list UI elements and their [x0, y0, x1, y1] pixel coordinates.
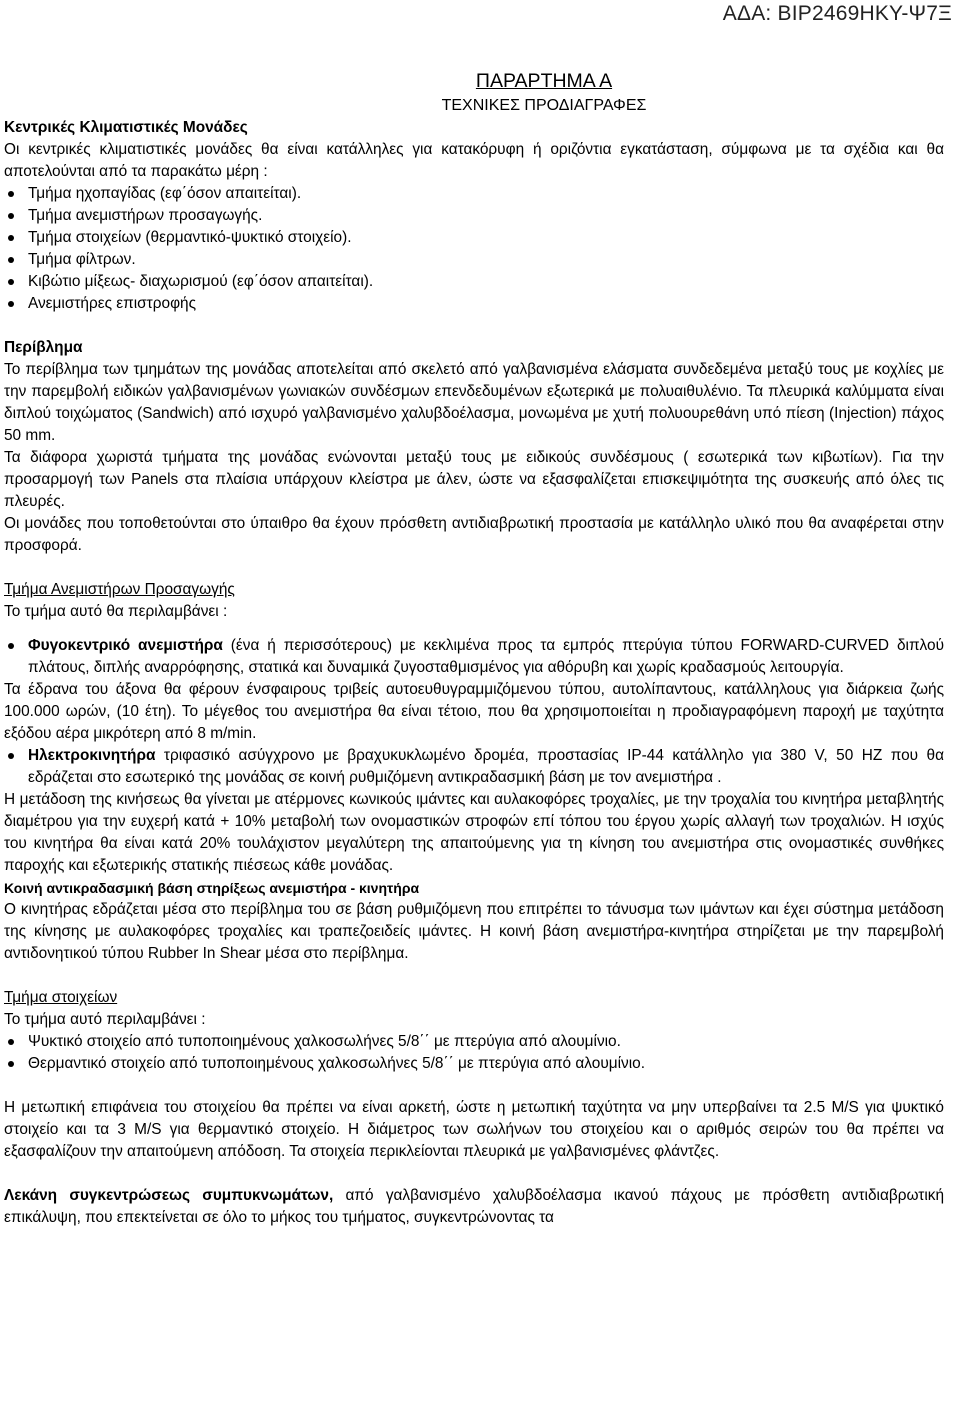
list-item: Τμήμα ανεμιστήρων προσαγωγής.: [4, 205, 944, 227]
section-intro-coils: Το τμήμα αυτό περιλαμβάνει :: [4, 1011, 206, 1028]
section-heading-fans: Τμήμα Ανεμιστήρων Προσαγωγής: [4, 581, 235, 598]
section-intro-fans: Το τμήμα αυτό θα περιλαμβάνει :: [4, 603, 228, 620]
paragraph-text: από γαλβανισμένο χαλυβδοέλασμα ικανού πάχους με πρόσθετη αντιδιαβρωτική επικάλυψη, που επεκτείνεται σε όλο το μήκος του τμήματος, συγκεντρώνοντας τα: [4, 1187, 944, 1226]
document-body: [4, 68, 944, 1229]
paragraph: Οι μονάδες που τοποθετούνται στο ύπαιθρο θα έχουν πρόσθετη αντιδιαβρωτική προστασία με κατάλληλο υλικό που θα αναφέρεται στην προσφορά.: [4, 515, 944, 554]
section-heading-enclosure: Περίβλημα: [4, 339, 83, 356]
list-item: Κιβώτιο μίξεως- διαχωρισμού (εφ΄όσον απαιτείται).: [4, 271, 944, 293]
list-item: Τμήμα φίλτρων.: [4, 249, 944, 271]
section-heading-coils: Τμήμα στοιχείων: [4, 989, 118, 1006]
list-item: [4, 635, 944, 679]
list-item: [4, 745, 944, 789]
list-item-text: τριφασικό ασύγχρονο με βραχυκυκλωμένο δρομέα, προστασίας IP-44 κατάλληλο για 380 V, 50 HZ που θα εδράζεται στο εσωτερικό της μονάδας σε κοινή ρυθμιζόμενη αντικραδασμική βάση με τον ανεμιστήρα .: [28, 747, 944, 786]
paragraph: Τα διάφορα χωριστά τμήματα της μονάδας ενώνονται μεταξύ τους με ειδικούς συνδέσμους ( εσωτερικά των κιβωτίων). Για την προσαρμογή των Panels στα πλαίσια υπάρχουν κλείστρα με άλεν, ώστε να εξασφαλίζεται επισκεψιμότητα της συσκευής από όλες τις πλευρές.: [4, 449, 944, 510]
list-item-term: Φυγοκεντρικό ανεμιστήρα: [28, 637, 223, 654]
fan-list-2: [4, 745, 944, 789]
paragraph: Η μετάδοση της κινήσεως θα γίνεται με ατέρμονες κωνικούς ιμάντες και αυλακοφόρες τροχαλίες, με την τροχαλία του κινητήρα μεταβλητής διαμέτρου για την ευχερή κατά + 10% μεταβολή των ονομαστικών στροφών επί τόπου του έργου χωρίς αλλαγή των τροχαλιών. Η ισχύς του κινητήρα θα είναι κατά 20% τουλάχιστον μεγαλύτερη της απαιτούμενης για τη κίνηση του ανεμιστήρα στις ονομαστικές συνθήκες παροχής και εξωτερικής στατικής πιέσεως κάθε μονάδας.: [4, 791, 944, 874]
fan-list-1: [4, 635, 944, 679]
paragraph: Η μετωπική επιφάνεια του στοιχείου θα πρέπει να είναι αρκετή, ώστε η μετωπική ταχύτητα να μην υπερβαίνει τα 2.5 M/S για ψυκτικό στοιχείο και τα 3 M/S για θερμαντικό στοιχείο. Η διάμετρος των σωλήνων του στοιχείου και ο αριθμός σειρών του θα πρέπει να εξασφαλίζουν την απαιτούμενη απόδοση. Τα στοιχεία περικλείονται πλευρικά με γαλβανισμένες φλάντζες.: [4, 1099, 944, 1160]
paragraph-term: Λεκάνη συγκεντρώσεως συμπυκνωμάτων,: [4, 1187, 334, 1204]
paragraph: Ο κινητήρας εδράζεται μέσα στο περίβλημα του σε βάση ρυθμιζόμενη που επιτρέπει το τάνυσμα των ιμάντων και έχει σύστημα μετάδοση της κίνησης με αυλακοφόρες τροχαλίες και τραπεζοειδείς ιμάντες. Η κοινή βάση ανεμιστήρα-κινητήρα στηρίζεται με την παρεμβολή αντιδονητικού τύπου Rubber In Shear μέσα στο περίβλημα.: [4, 901, 944, 962]
annex-title: ΠΑΡΑΡΤΗΜΑ Α: [475, 70, 613, 92]
annex-subtitle: ΤΕΧΝΙΚΕΣ ΠΡΟΔΙΑΓΡΑΦΕΣ: [441, 97, 647, 114]
list-item: Ανεμιστήρες επιστροφής: [4, 293, 944, 315]
list-item-term: Ηλεκτροκινητήρα: [28, 747, 156, 764]
list-item: Θερμαντικό στοιχείο από τυποποιημένους χαλκοσωλήνες 5/8΄΄ με πτερύγια από αλουμίνιο.: [4, 1053, 944, 1075]
components-list: [4, 183, 944, 315]
section-heading-base: Κοινή αντικραδασμική βάση στηρίξεως ανεμιστήρα - κινητήρα: [4, 880, 420, 896]
section-heading-ahu: Κεντρικές Κλιματιστικές Μονάδες: [4, 119, 248, 136]
list-item: Ψυκτικό στοιχείο από τυποποιημένους χαλκοσωλήνες 5/8΄΄ με πτερύγια από αλουμίνιο.: [4, 1031, 944, 1053]
paragraph: Το περίβλημα των τμημάτων της μονάδας αποτελείται από σκελετό από γαλβανισμένα ελάσματα συνδεδεμένα μεταξύ τους με κοχλίες με την παρεμβολή ειδικών γαλβανισμένων γωνιακών συνδέσμων επενδεδυμένων εξωτερικά με πολυαιθυλένιο. Τα πλευρικά καλύμματα είναι διπλού τοιχώματος (Sandwich) από ισχυρό γαλβανισμένο χαλυβδοέλασμα, μονωμένα με χυτή πολυουρεθάνη υπό πίεση (Injection) πάχος 50 mm.: [4, 361, 944, 444]
list-item-text: (ένα ή περισσότερους) με κεκλιμένα προς τα εμπρός πτερύγια τύπου FORWARD-CURVED διπλού πλάτους, διπλής αναρρόφησης, στατικά και δυναμικά ζυγοσταθμισμένος για αθόρυβη και χωρίς κραδασμούς λειτουργία.: [28, 637, 944, 676]
coils-list: [4, 1031, 944, 1075]
list-item: Τμήμα ηχοπαγίδας (εφ΄όσον απαιτείται).: [4, 183, 944, 205]
paragraph: [4, 1185, 944, 1229]
list-item: Τμήμα στοιχείων (θερμαντικό-ψυκτικό στοιχείο).: [4, 227, 944, 249]
paragraph: Τα έδρανα του άξονα θα φέρουν ένσφαιρους τριβείς αυτοευθυγραμμιζόμενου τύπου, αυτολίπαντους, κατάλληλους για διάρκεια ζωής 100.000 ωρών, (10 έτη). Το μέγεθος του ανεμιστήρα θα είναι τέτοιο, που θα χρησιμοποιείται η προδιαγραφόμενη παροχή με ταχύτητα εξόδου αέρα μικρότερη από 8 m/min.: [4, 681, 944, 742]
section-intro-ahu: Οι κεντρικές κλιματιστικές μονάδες θα είναι κατάλληλες για κατακόρυφη ή οριζόντια εγκατάσταση, σύμφωνα με τα σχέδια και θα αποτελούνται από τα παρακάτω μέρη :: [4, 141, 944, 180]
ada-code: ΑΔΑ: ΒΙΡ2469ΗΚΥ-Ψ7Ξ: [722, 2, 952, 25]
